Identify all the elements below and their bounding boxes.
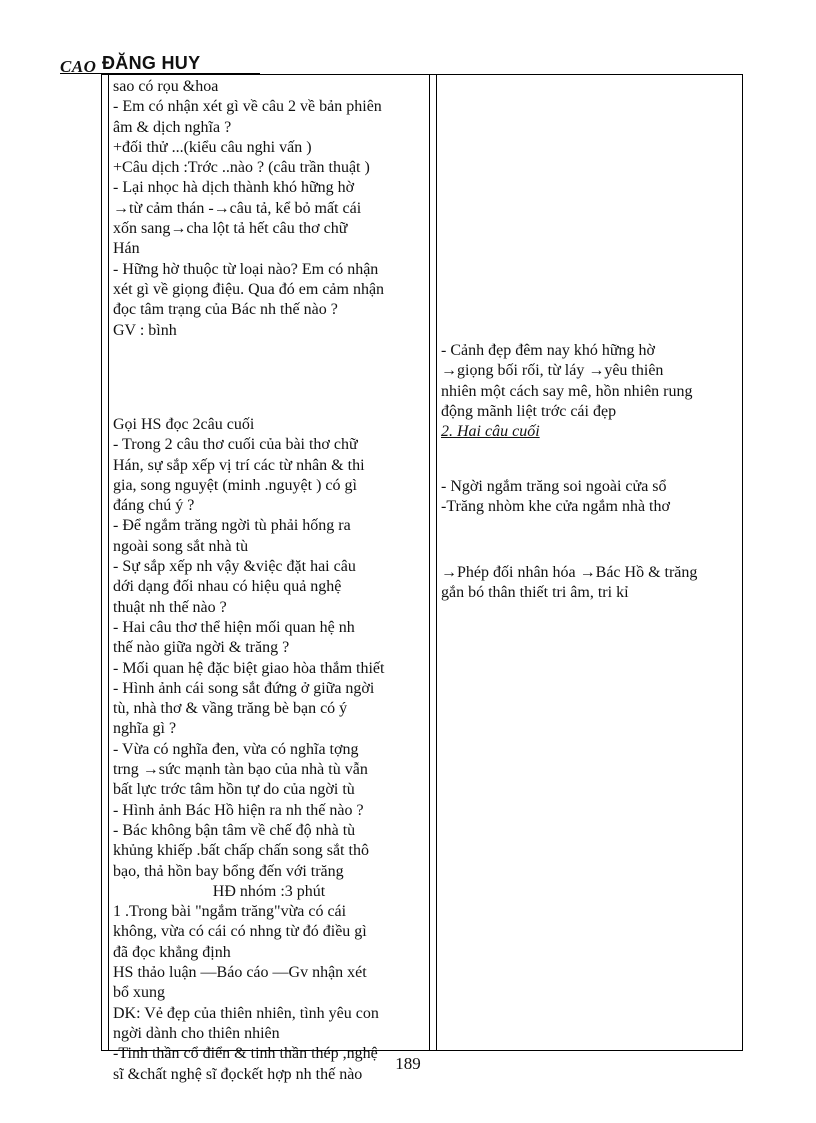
text-line: Hán: [113, 240, 140, 258]
text-line: tù, nhà thơ & vầng trăng bè bạn có ý: [113, 700, 348, 718]
right-block-1: [441, 341, 738, 442]
text-line: Gọi HS đọc 2câu cuối: [113, 416, 255, 433]
right-block-2: [441, 477, 738, 518]
text-line: bổ xung: [113, 984, 165, 1002]
text-line: -Tinh thần cổ điển & tinh thần thép ,nghệ: [113, 1045, 378, 1063]
text-line: HS thảo luận —Báo cáo —Gv nhận xét: [113, 964, 367, 982]
text-line: GV : bình: [113, 321, 177, 339]
text-line: không, vừa có cái có nhng từ đó điều gì: [113, 923, 367, 941]
section-heading: 2. Hai câu cuối: [441, 423, 540, 441]
text-line: âm & dịch nghĩa ?: [113, 118, 232, 136]
text-line: sao có rọu &hoa: [113, 78, 219, 95]
text-line: đọc tâm trạng của Bác nh thế nào ?: [113, 301, 338, 319]
text-line: - Hình ảnh Bác Hồ hiện ra nh thế nào ?: [113, 801, 364, 819]
text-line: sĩ &chất nghệ sĩ đọckết hợp nh thế nào: [113, 1065, 363, 1083]
text-line: thế nào giữa ngời & trăng ?: [113, 639, 290, 657]
text-line: - Cảnh đẹp đêm nay khó hững hờ: [441, 342, 655, 359]
text-line: ngoài song sắt nhà tù: [113, 537, 249, 555]
text-line: 1 .Trong bài "ngắm trăng"vừa có cái: [113, 903, 347, 921]
page-number: 189: [395, 1054, 421, 1073]
text-line: →từ cảm thán -→câu tả, kể bỏ mất cái: [113, 199, 362, 217]
text-line: ngời dành cho thiên nhiên: [113, 1024, 280, 1042]
text-line: xốn sang→cha lột tả hết câu thơ chữ: [113, 220, 348, 238]
text-line: khủng khiếp .bất chấp chấn song sắt thô: [113, 842, 369, 860]
text-line: xét gì về giọng điệu. Qua đó em cảm nhận: [113, 280, 385, 298]
text-line: động mãnh liệt trớc cái đẹp: [441, 402, 617, 420]
text-line: - Mối quan hệ đặc biệt giao hòa thắm thiết: [113, 659, 385, 677]
text-line: - Sự sắp xếp nh vậy &việc đặt hai câu: [113, 558, 356, 576]
text-line: Hán, sự sắp xếp vị trí các từ nhân & thi: [113, 456, 365, 474]
text-line: +Câu dịch :Trớc ..nào ? (câu trần thuật ): [113, 159, 370, 177]
text-line: đã đọc khẳng định: [113, 943, 231, 961]
text-line: - Lại nhọc hà dịch thành khó hững hờ: [113, 179, 355, 197]
text-line: - Vừa có nghĩa đen, vừa có nghĩa tợng: [113, 740, 359, 758]
text-line: - Hình ảnh cái song sắt đứng ở giữa ngời: [113, 679, 375, 697]
text-line: nghĩa gì ?: [113, 720, 177, 738]
text-line: nhiên một cách say mê, hồn nhiên rung: [441, 382, 693, 400]
text-line: - Trong 2 câu thơ cuối của bài thơ chữ: [113, 436, 358, 454]
text-line: - Hai câu thơ thể hiện mối quan hệ nh: [113, 618, 355, 636]
text-line: DK: Vẻ đẹp của thiên nhiên, tình yêu con: [113, 1004, 379, 1022]
author-name: ĐĂNG HUY: [102, 53, 201, 73]
document-header: [60, 52, 260, 74]
text-line: - Ngời ngắm trăng soi ngoài cửa sổ: [441, 478, 667, 495]
text-line: dới dạng đối nhau có hiệu quả nghệ: [113, 578, 342, 596]
text-line: đáng chú ý ?: [113, 497, 195, 515]
text-line: -Trăng nhòm khe cửa ngắm nhà thơ: [441, 498, 670, 516]
group-activity-heading: HĐ nhóm :3 phút: [212, 882, 326, 900]
text-line: thuật nh thế nào ?: [113, 598, 227, 616]
text-line: - Để ngắm trăng ngời tù phải hống ra: [113, 517, 351, 535]
content-column: [436, 75, 742, 1050]
text-line: →Phép đối nhân hóa →Bác Hồ & trăng: [441, 564, 698, 581]
text-line: +đối thử ...(kiểu câu nghi vấn ): [113, 138, 312, 156]
text-line: bất lực trớc tâm hồn tự do của ngời tù: [113, 781, 355, 799]
text-line: trng →sức mạnh tàn bạo của nhà tù vẫn: [113, 761, 368, 779]
right-block-3: [441, 563, 738, 604]
text-line: - Bác không bận tâm về chế độ nhà tù: [113, 821, 356, 839]
left-block-2: [113, 415, 425, 1085]
header-prefix: CAO: [60, 57, 97, 76]
text-line: - Hững hờ thuộc từ loại nào? Em có nhận: [113, 260, 379, 278]
text-line: gia, song nguyệt (minh .nguyệt ) có gì: [113, 476, 357, 494]
text-line: - Em có nhận xét gì về câu 2 về bản phiên: [113, 98, 382, 116]
left-block-1: [113, 77, 425, 341]
text-line: gắn bó thân thiết tri âm, tri kỉ: [441, 584, 629, 602]
text-line: bạo, thả hồn bay bổng đến với trăng: [113, 862, 344, 880]
text-line: →giọng bối rối, từ láy →yêu thiên: [441, 362, 664, 380]
